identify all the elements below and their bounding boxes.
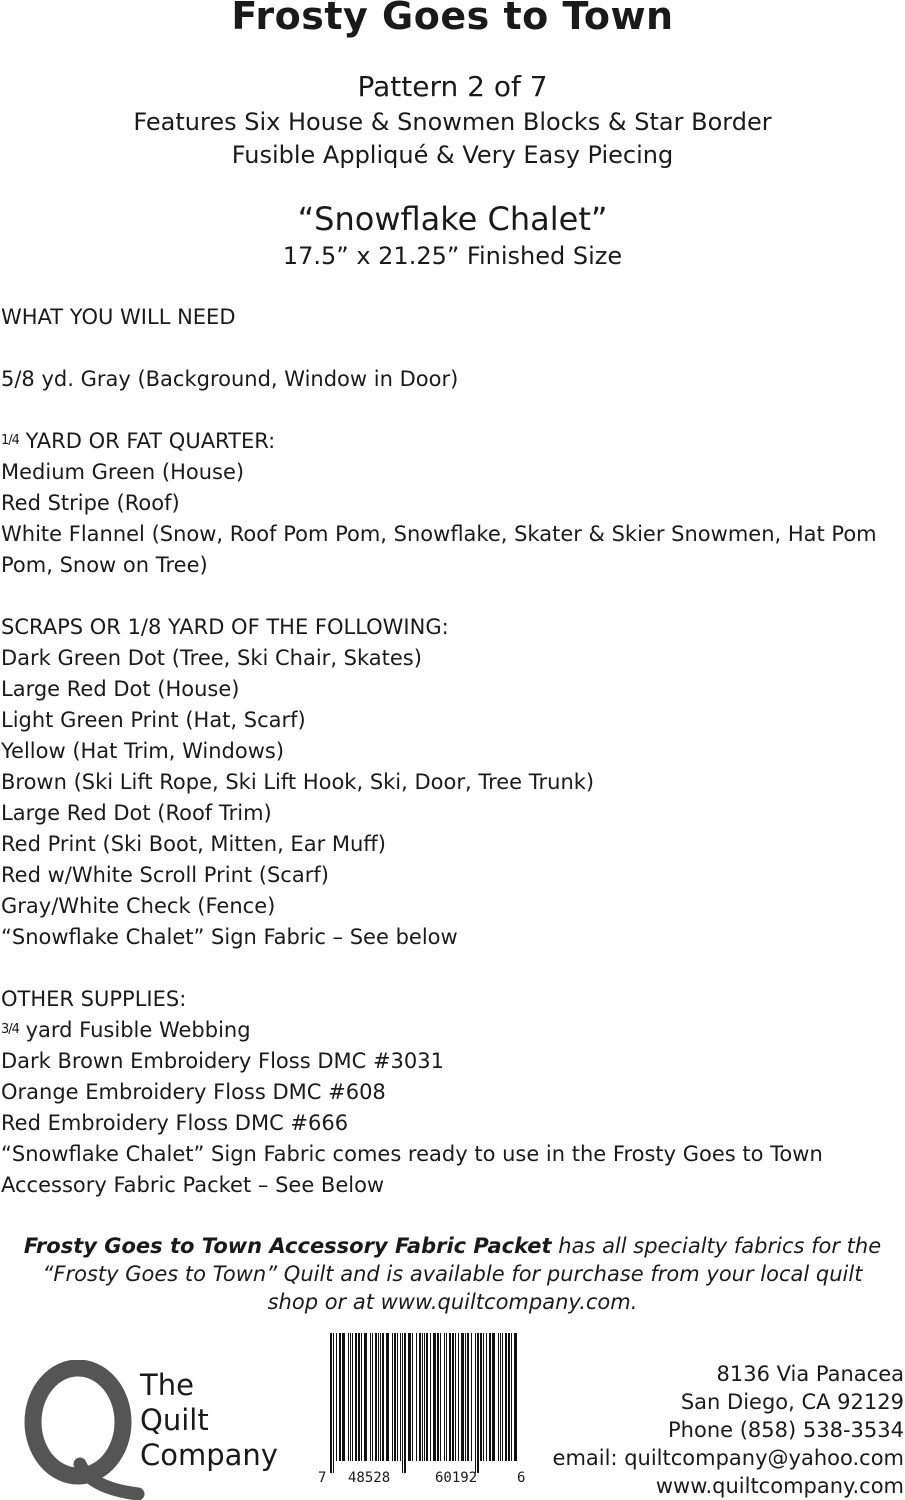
barcode-digit: 7 <box>318 1470 327 1486</box>
barcode-digits-left: 48528 <box>348 1470 391 1486</box>
list-item: Large Red Dot (House) <box>1 677 240 701</box>
phone-number: Phone (858) 538-3534 <box>668 1418 904 1442</box>
list-item: Orange Embroidery Floss DMC #608 <box>1 1080 386 1104</box>
website-link[interactable]: www.quiltcompany.com <box>655 1474 904 1498</box>
list-item: Dark Green Dot (Tree, Ski Chair, Skates) <box>1 646 422 670</box>
list-item: Brown (Ski Lift Rope, Ski Lift Hook, Ski, Door, Tree Trunk) <box>1 770 595 794</box>
barcode-bar <box>380 1333 381 1461</box>
quarter-fraction: 1/4 <box>1 433 19 448</box>
barcode-bar <box>440 1333 441 1461</box>
barcode-bar <box>492 1333 495 1461</box>
barcode-bar <box>412 1333 413 1461</box>
list-item: Gray/White Check (Fence) <box>1 894 276 918</box>
barcode-bar <box>330 1333 332 1473</box>
barcode-bar <box>358 1333 360 1461</box>
packet-line2: “Frosty Goes to Town” Quilt and is available for purchase from your local quilt <box>42 1262 863 1286</box>
barcode-bar <box>475 1333 476 1473</box>
list-item: Red Embroidery Floss DMC #666 <box>1 1111 349 1135</box>
barcode-bar <box>364 1333 367 1461</box>
barcode-bar <box>477 1333 479 1473</box>
barcode-bar <box>500 1333 501 1461</box>
barcode-bar <box>505 1333 507 1461</box>
list-item: Yellow (Hat Trim, Windows) <box>1 739 285 763</box>
barcode-bar <box>348 1333 349 1461</box>
barcode-bar <box>426 1333 428 1461</box>
barcode-bar <box>486 1333 487 1461</box>
address-street: 8136 Via Panacea <box>716 1362 904 1386</box>
list-item: Red Stripe (Roof) <box>1 491 180 515</box>
barcode-bar <box>419 1333 421 1461</box>
barcode-bar <box>424 1333 425 1461</box>
pattern-subtitle: “Snowflake Chalet” <box>297 200 608 238</box>
logo-word-the: The <box>140 1368 194 1402</box>
features-line: Features Six House & Snowmen Blocks & Star Border <box>133 108 772 136</box>
barcode-bar <box>480 1333 482 1461</box>
barcode-bar <box>483 1333 484 1461</box>
address-city: San Diego, CA 92129 <box>680 1390 904 1414</box>
barcode-bar <box>386 1333 389 1461</box>
barcode-bar <box>458 1333 459 1461</box>
scraps-heading: SCRAPS OR 1/8 YARD OF THE FOLLOWING: <box>1 615 449 639</box>
barcode-bar <box>430 1333 431 1461</box>
list-item: White Flannel (Snow, Roof Pom Pom, Snowflake, Skater & Skier Snowmen, Hat Pom <box>1 522 877 546</box>
needs-heading: WHAT YOU WILL NEED <box>1 305 236 329</box>
barcode-bar <box>350 1333 351 1461</box>
barcode-bar <box>392 1333 393 1461</box>
barcode-bar <box>352 1333 353 1461</box>
webbing-text: yard Fusible Webbing <box>25 1018 251 1042</box>
list-item: Large Red Dot (Roof Trim) <box>1 801 272 825</box>
technique-line: Fusible Appliqué & Very Easy Piecing <box>231 141 674 169</box>
barcode-bar <box>467 1333 469 1461</box>
packet-note <box>0 1232 905 1316</box>
list-item: Light Green Print (Hat, Scarf) <box>1 708 306 732</box>
barcode-bar <box>378 1333 379 1461</box>
email-address[interactable]: email: quiltcompany@yahoo.com <box>552 1446 904 1470</box>
list-item: “Snowflake Chalet” Sign Fabric comes ready to use in the Frosty Goes to Town <box>1 1142 823 1166</box>
finished-size: 17.5” x 21.25” Finished Size <box>282 242 623 270</box>
barcode-bar <box>333 1333 334 1473</box>
logo-word-quilt: Quilt <box>140 1403 209 1437</box>
barcode-bar <box>511 1333 512 1461</box>
barcode-bar <box>375 1333 377 1461</box>
barcode-bar <box>397 1333 398 1461</box>
barcode-bar <box>361 1333 362 1461</box>
q-logo-icon <box>20 1360 145 1500</box>
barcode-bar <box>402 1333 403 1473</box>
contact-block <box>553 1360 904 1500</box>
background-fabric: 5/8 yd. Gray (Background, Window in Door) <box>1 367 459 391</box>
barcode <box>315 1333 530 1493</box>
barcode-check-digit: 6 <box>517 1470 526 1486</box>
barcode-bar <box>400 1333 401 1461</box>
barcode-bar <box>444 1333 445 1461</box>
barcode-bar <box>342 1333 345 1461</box>
barcode-bar <box>455 1333 456 1461</box>
barcode-bars <box>315 1333 530 1473</box>
barcode-digits-right: 60192 <box>435 1470 478 1486</box>
webbing-fraction: 3/4 <box>1 1022 19 1037</box>
barcode-bar <box>370 1333 371 1461</box>
barcode-bar <box>514 1333 517 1461</box>
barcode-bar <box>471 1333 472 1461</box>
barcode-bar <box>422 1333 423 1461</box>
packet-name: Frosty Goes to Town Accessory Fabric Packet <box>23 1234 552 1258</box>
barcode-bar <box>461 1333 464 1461</box>
page-title: Frosty Goes to Town <box>231 0 674 38</box>
list-item: “Snowflake Chalet” Sign Fabric – See below <box>1 925 458 949</box>
barcode-bar <box>416 1333 417 1461</box>
quarter-heading-text: YARD OR FAT QUARTER: <box>25 429 276 453</box>
barcode-bar <box>452 1333 454 1461</box>
barcode-bar <box>372 1333 373 1461</box>
barcode-bar <box>446 1333 447 1461</box>
barcode-bar <box>437 1333 439 1461</box>
barcode-bar <box>408 1333 411 1461</box>
barcode-bar <box>355 1333 357 1461</box>
barcode-bar <box>336 1333 337 1461</box>
webbing-item <box>1 1018 251 1042</box>
barcode-bar <box>404 1333 406 1473</box>
packet-line1: has all specialty fabrics for the <box>551 1234 882 1258</box>
list-item: Dark Brown Embroidery Floss DMC #3031 <box>1 1049 444 1073</box>
barcode-bar <box>339 1333 341 1461</box>
barcode-bar <box>508 1333 510 1461</box>
quilt-company-logo <box>20 1360 290 1500</box>
barcode-bar <box>502 1333 503 1461</box>
barcode-bar <box>489 1333 491 1461</box>
supplies-heading: OTHER SUPPLIES: <box>1 987 187 1011</box>
barcode-bar <box>382 1333 384 1461</box>
list-item: Medium Green (House) <box>1 460 245 484</box>
logo-word-company: Company <box>140 1438 278 1472</box>
barcode-bar <box>449 1333 451 1461</box>
list-item: Accessory Fabric Packet – See Below <box>1 1173 385 1197</box>
list-item: Red w/White Scroll Print (Scarf) <box>1 863 329 887</box>
barcode-bar <box>498 1333 499 1461</box>
list-item: Pom, Snow on Tree) <box>1 553 208 577</box>
packet-line3: shop or at www.quiltcompany.com. <box>267 1290 638 1314</box>
barcode-bar <box>433 1333 436 1461</box>
quarter-heading <box>1 429 275 453</box>
list-item: Red Print (Ski Boot, Mitten, Ear Muff) <box>1 832 386 856</box>
barcode-bar <box>394 1333 396 1461</box>
barcode-bar <box>465 1333 466 1461</box>
pattern-number: Pattern 2 of 7 <box>357 70 548 103</box>
